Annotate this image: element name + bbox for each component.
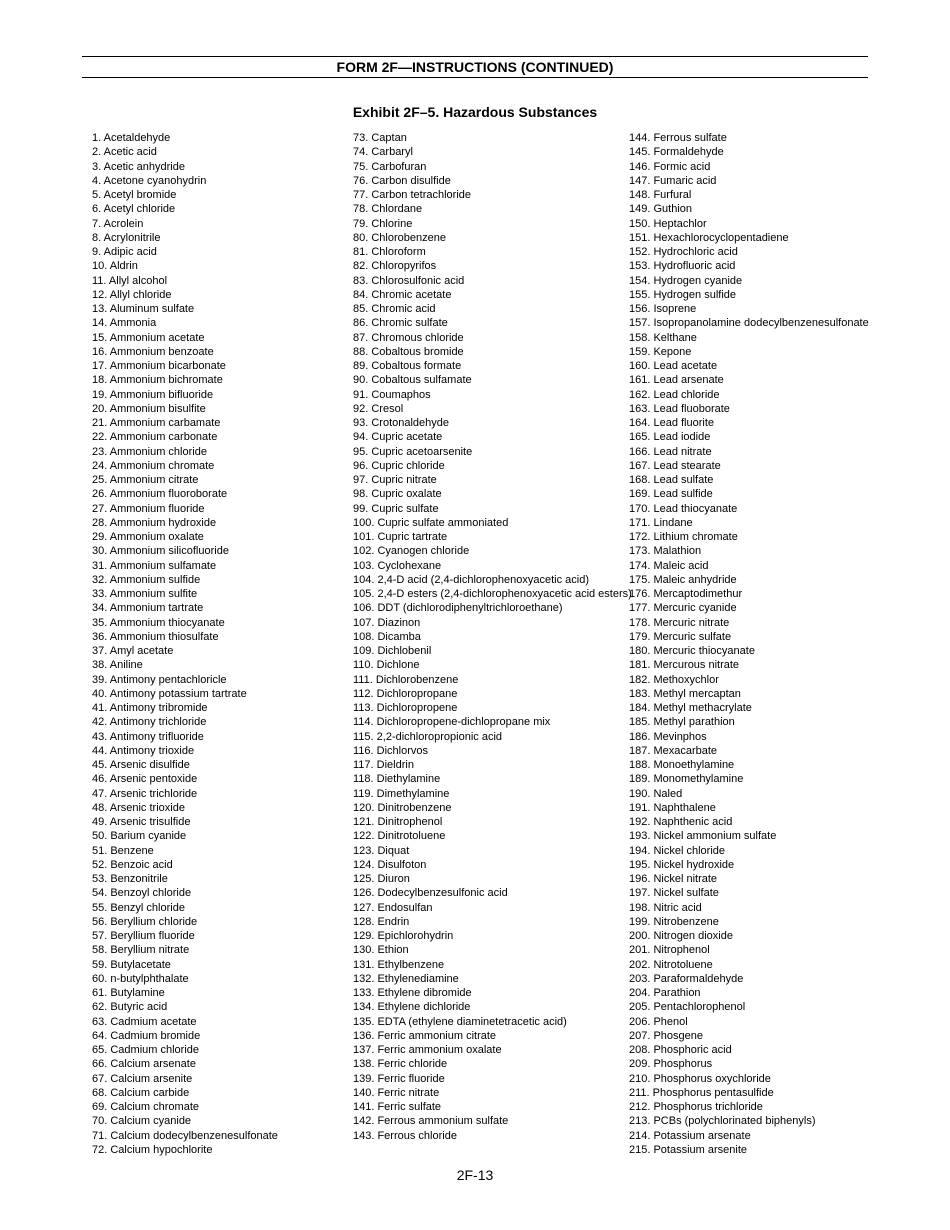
substance-list-item: 18. Ammonium bichromate — [92, 374, 223, 387]
substance-list-item: 139. Ferric fluoride — [353, 1072, 445, 1085]
substance-list-item: 197. Nickel sulfate — [629, 887, 719, 900]
substance-list-item: 81. Chloroform — [353, 246, 426, 258]
substance-list-item: 17. Ammonium bicarbonate — [92, 360, 226, 372]
substance-list-item: 98. Cupric oxalate — [353, 488, 442, 501]
substance-list-item: 143. Ferrous chloride — [353, 1129, 457, 1142]
substance-list-item: 35. Ammonium thiocyanate — [92, 616, 225, 629]
substance-list-item: 103. Cyclohexane — [353, 559, 442, 572]
substance-list-item: 75. Carbofuran — [353, 160, 427, 173]
substance-list-item: 207. Phosgene — [629, 1029, 704, 1042]
substance-list-item: 155. Hydrogen sulfide — [629, 288, 737, 301]
substance-list-item: 206. Phenol — [629, 1015, 688, 1028]
substance-list-item: 129. Epichlorohydrin — [353, 930, 454, 942]
substance-list-item: 203. Paraformaldehyde — [629, 972, 744, 985]
substance-list-item: 108. Dicamba — [353, 630, 421, 643]
substance-list-item: 213. PCBs (polychlorinated biphenyls) — [629, 1115, 816, 1128]
substance-list-item: 118. Diethylamine — [353, 773, 441, 786]
substance-list-item: 89. Cobaltous formate — [353, 360, 462, 372]
substance-list-item: 76. Carbon disulfide — [353, 174, 451, 187]
substance-list-item: 86. Chromic sulfate — [353, 317, 448, 330]
substance-list-item: 1. Acetaldehyde — [92, 132, 171, 144]
substance-list-item: 90. Cobaltous sulfamate — [353, 374, 472, 387]
substance-list-item: 152. Hydrochloric acid — [629, 246, 738, 258]
substance-list-item: 102. Cyanogen chloride — [353, 545, 470, 558]
substance-list-item: 43. Antimony trifluoride — [92, 730, 204, 743]
substance-list-item: 189. Monomethylamine — [629, 773, 744, 786]
substance-list-item: 2. Acetic acid — [92, 146, 157, 159]
substance-list-item: 96. Cupric chloride — [353, 459, 445, 472]
substance-list-item: 210. Phosphorus oxychloride — [629, 1072, 771, 1085]
substance-list-item: 134. Ethylene dichloride — [353, 1001, 471, 1014]
substance-list-item: 28. Ammonium hydroxide — [92, 516, 217, 529]
substance-list-item: 130. Ethion — [353, 944, 409, 957]
substance-list-item: 106. DDT (dichlorodiphenyltrichloroethane) — [353, 602, 563, 615]
form-header-title: FORM 2F—INSTRUCTIONS (CONTINUED) — [336, 59, 614, 75]
substance-list-item: 159. Kepone — [629, 345, 692, 358]
substance-list-item: 37. Amyl acetate — [92, 645, 174, 657]
substance-list-item: 212. Phosphorus trichloride — [629, 1101, 763, 1113]
substance-column-2 — [353, 131, 632, 1143]
substance-list-item: 182. Methoxychlor — [629, 673, 719, 686]
substance-list-item: 156. Isoprene — [629, 303, 697, 315]
substance-list-item: 56. Beryllium chloride — [92, 915, 198, 928]
substance-list-item: 31. Ammonium sulfamate — [92, 559, 217, 572]
substance-list-item: 169. Lead sulfide — [629, 488, 713, 501]
substance-list-item: 87. Chromous chloride — [353, 331, 464, 344]
substance-list-item: 198. Nitric acid — [629, 901, 702, 914]
substance-list-item: 125. Diuron — [353, 873, 410, 885]
substance-list-item: 73. Captan — [353, 132, 407, 144]
substance-list-item: 165. Lead iodide — [629, 431, 711, 444]
substance-list-item: 42. Antimony trichloride — [92, 716, 207, 729]
substance-list-item: 201. Nitrophenol — [629, 944, 710, 957]
substance-list-item: 205. Pentachlorophenol — [629, 1001, 746, 1014]
substance-list-item: 26. Ammonium fluoroborate — [92, 488, 228, 501]
substance-list-item: 177. Mercuric cyanide — [629, 602, 737, 615]
substance-list-item: 22. Ammonium carbonate — [92, 431, 218, 444]
substance-list-item: 105. 2,4-D esters (2,4-dichlorophenoxyacetic acid esters) — [353, 588, 632, 600]
substance-list-item: 158. Kelthane — [629, 331, 697, 344]
substance-list-item: 180. Mercuric thiocyanate — [629, 645, 755, 657]
substance-list-item: 53. Benzonitrile — [92, 873, 168, 885]
substance-list-item: 110. Dichlone — [353, 659, 420, 672]
substance-list-item: 124. Disulfoton — [353, 858, 427, 871]
substance-list-item: 186. Mevinphos — [629, 730, 707, 743]
substance-list-item: 117. Dieldrin — [353, 759, 414, 771]
substance-list-item: 55. Benzyl chloride — [92, 901, 185, 914]
substance-list-item: 174. Maleic acid — [629, 559, 709, 572]
substance-list-item: 44. Antimony trioxide — [92, 744, 195, 757]
substance-list-item: 145. Formaldehyde — [629, 146, 724, 159]
substance-list-item: 114. Dichloropropene-dichlopropane mix — [353, 716, 551, 729]
substance-list-item: 21. Ammonium carbamate — [92, 417, 221, 429]
substance-list-item: 131. Ethylbenzene — [353, 958, 445, 971]
substance-list-item: 107. Diazinon — [353, 616, 421, 629]
substance-list-item: 214. Potassium arsenate — [629, 1129, 751, 1142]
substance-list-item: 99. Cupric sulfate — [353, 502, 439, 515]
substance-list-item: 16. Ammonium benzoate — [92, 345, 214, 358]
substance-list-item: 36. Ammonium thiosulfate — [92, 630, 219, 643]
substance-list-item: 176. Mercaptodimethur — [629, 588, 743, 600]
substance-list-item: 14. Ammonia — [92, 317, 157, 330]
substance-list-item: 160. Lead acetate — [629, 360, 718, 372]
substance-list-item: 199. Nitrobenzene — [629, 915, 719, 928]
substance-list-item: 32. Ammonium sulfide — [92, 573, 201, 586]
substance-list-item: 122. Dinitrotoluene — [353, 830, 446, 843]
substance-list-item: 47. Arsenic trichloride — [92, 787, 198, 800]
substance-list-item: 132. Ethylenediamine — [353, 972, 459, 985]
substance-list-item: 120. Dinitrobenzene — [353, 801, 452, 814]
substance-list-item: 5. Acetyl bromide — [92, 189, 177, 201]
substance-list-item: 154. Hydrogen cyanide — [629, 274, 743, 287]
substance-list-item: 8. Acrylonitrile — [92, 231, 161, 244]
substance-list-item: 123. Diquat — [353, 844, 410, 857]
substance-list-item: 200. Nitrogen dioxide — [629, 930, 733, 942]
substance-list-item: 126. Dodecylbenzesulfonic acid — [353, 887, 508, 900]
substance-list-item: 77. Carbon tetrachloride — [353, 189, 472, 201]
substance-list-item: 6. Acetyl chloride — [92, 203, 176, 216]
substance-list-item: 137. Ferric ammonium oxalate — [353, 1044, 502, 1056]
substance-list-item: 190. Naled — [629, 787, 683, 800]
substance-list-item: 163. Lead fluoborate — [629, 402, 730, 415]
substance-list-item: 30. Ammonium silicofluoride — [92, 545, 229, 558]
substance-list-item: 97. Cupric nitrate — [353, 474, 437, 486]
substance-list-item: 71. Calcium dodecylbenzenesulfonate — [92, 1129, 278, 1142]
substance-list-item: 191. Naphthalene — [629, 801, 716, 814]
substance-list-item: 64. Cadmium bromide — [92, 1029, 201, 1042]
substance-list-item: 104. 2,4-D acid (2,4-dichlorophenoxyacetic acid) — [353, 573, 590, 586]
substance-list-item: 57. Beryllium fluoride — [92, 930, 195, 942]
substance-list-item: 92. Cresol — [353, 402, 404, 415]
substance-list-item: 162. Lead chloride — [629, 388, 720, 401]
substance-list-item: 138. Ferric chloride — [353, 1058, 448, 1071]
substance-list-item: 59. Butylacetate — [92, 958, 171, 971]
substance-list-item: 184. Methyl methacrylate — [629, 702, 752, 714]
substance-list-item: 39. Antimony pentachloricle — [92, 673, 227, 686]
substance-list-item: 196. Nickel nitrate — [629, 873, 718, 885]
substance-list-item: 173. Malathion — [629, 545, 702, 558]
substance-list-item: 147. Fumaric acid — [629, 174, 717, 187]
substance-list-item: 208. Phosphoric acid — [629, 1044, 732, 1056]
substance-list-item: 52. Benzoic acid — [92, 858, 173, 871]
substance-list-item: 168. Lead sulfate — [629, 474, 714, 486]
substance-list-item: 175. Maleic anhydride — [629, 573, 737, 586]
substance-list-item: 164. Lead fluorite — [629, 417, 715, 429]
substance-list-item: 161. Lead arsenate — [629, 374, 724, 387]
substance-list-item: 140. Ferric nitrate — [353, 1086, 440, 1099]
substance-list-item: 202. Nitrotoluene — [629, 958, 713, 971]
substance-list-item: 209. Phosphorus — [629, 1058, 713, 1071]
substance-list-item: 194. Nickel chloride — [629, 844, 725, 857]
substance-list-item: 65. Cadmium chloride — [92, 1044, 199, 1056]
substance-list-item: 141. Ferric sulfate — [353, 1101, 442, 1113]
substance-list-item: 144. Ferrous sulfate — [629, 132, 727, 144]
substance-list-item: 54. Benzoyl chloride — [92, 887, 192, 900]
substance-list-item: 74. Carbaryl — [353, 146, 413, 159]
substance-list-item: 166. Lead nitrate — [629, 445, 712, 458]
substance-list-item: 111. Dichlorobenzene — [353, 673, 459, 686]
substance-list-item: 63. Cadmium acetate — [92, 1015, 197, 1028]
substance-list-item: 115. 2,2-dichloropropionic acid — [353, 730, 502, 743]
substance-list-item: 149. Guthion — [629, 203, 692, 216]
substance-list-item: 9. Adipic acid — [92, 246, 157, 258]
substance-list-item: 40. Antimony potassium tartrate — [92, 687, 247, 700]
substance-list-item: 151. Hexachlorocyclopentadiene — [629, 231, 789, 244]
substance-list-item: 62. Butyric acid — [92, 1001, 168, 1014]
substance-list-item: 112. Dichloropropane — [353, 687, 458, 700]
substance-list-item: 68. Calcium carbide — [92, 1086, 190, 1099]
substance-list-item: 61. Butylamine — [92, 987, 165, 999]
substance-list-item: 136. Ferric ammonium citrate — [353, 1029, 497, 1042]
substance-list-item: 23. Ammonium chloride — [92, 445, 207, 458]
substance-list-item: 19. Ammonium bifluoride — [92, 388, 214, 401]
substance-list-item: 72. Calcium hypochlorite — [92, 1143, 213, 1156]
substance-list-item: 167. Lead stearate — [629, 459, 721, 472]
substance-list-item: 51. Benzene — [92, 844, 154, 857]
substance-list-item: 93. Crotonaldehyde — [353, 417, 450, 429]
substance-list-item: 157. Isopropanolamine dodecylbenzenesulfonate — [629, 317, 869, 330]
substance-list-item: 211. Phosphorus pentasulfide — [629, 1086, 774, 1099]
substance-list-item: 20. Ammonium bisulfite — [92, 402, 206, 415]
substance-list-item: 67. Calcium arsenite — [92, 1072, 193, 1085]
substance-list-item: 11. Allyl alcohol — [92, 274, 168, 287]
substance-list-item: 178. Mercuric nitrate — [629, 616, 730, 629]
substance-list-item: 188. Monoethylamine — [629, 759, 735, 771]
substance-list-item: 133. Ethylene dibromide — [353, 987, 472, 999]
substance-list-item: 82. Chloropyrifos — [353, 260, 437, 273]
substance-list-item: 41. Antimony tribromide — [92, 702, 208, 714]
substance-list-item: 185. Methyl parathion — [629, 716, 735, 729]
substance-list-item: 150. Heptachlor — [629, 217, 707, 230]
substance-list-item: 49. Arsenic trisulfide — [92, 816, 191, 828]
substance-list-item: 60. n-butylphthalate — [92, 972, 189, 985]
substance-list-item: 3. Acetic anhydride — [92, 160, 185, 173]
substance-list-item: 46. Arsenic pentoxide — [92, 773, 198, 786]
substance-list-item: 172. Lithium chromate — [629, 531, 738, 543]
substance-list-item: 91. Coumaphos — [353, 388, 431, 401]
substance-list-item: 88. Cobaltous bromide — [353, 345, 464, 358]
substance-list-item: 181. Mercurous nitrate — [629, 659, 740, 672]
substance-list-item: 24. Ammonium chromate — [92, 459, 215, 472]
substance-list-item: 179. Mercuric sulfate — [629, 630, 732, 643]
substance-list-item: 113. Dichloropropene — [353, 702, 458, 714]
exhibit-title: Exhibit 2F–5. Hazardous Substances — [352, 104, 598, 120]
substance-list-item: 78. Chlordane — [353, 203, 423, 216]
substance-list-item: 12. Allyl chloride — [92, 288, 172, 301]
substance-list-item: 142. Ferrous ammonium sulfate — [353, 1115, 509, 1128]
substance-list-item: 187. Mexacarbate — [629, 744, 718, 757]
substance-list-item: 119. Dimethylamine — [353, 787, 450, 800]
substance-list-item: 100. Cupric sulfate ammoniated — [353, 516, 509, 529]
substance-list-item: 193. Nickel ammonium sulfate — [629, 830, 777, 843]
substance-list-item: 29. Ammonium oxalate — [92, 531, 204, 543]
substance-list-item: 48. Arsenic trioxide — [92, 801, 185, 814]
substance-list-item: 146. Formic acid — [629, 160, 711, 173]
substance-list-item: 83. Chlorosulfonic acid — [353, 274, 465, 287]
substance-list-item: 15. Ammonium acetate — [92, 331, 205, 344]
substance-list-item: 4. Acetone cyanohydrin — [92, 174, 207, 187]
substance-list-item: 215. Potassium arsenite — [629, 1143, 748, 1156]
substance-list-item: 58. Beryllium nitrate — [92, 944, 190, 957]
header-top-rule — [82, 56, 868, 57]
substance-list-item: 7. Acrolein — [92, 217, 144, 230]
substance-list-item: 148. Furfural — [629, 189, 692, 201]
substance-list-item: 50. Barium cyanide — [92, 830, 187, 843]
substance-list-item: 121. Dinitrophenol — [353, 816, 443, 828]
substance-list-item: 84. Chromic acetate — [353, 288, 452, 301]
substance-list-item: 85. Chromic acid — [353, 303, 436, 315]
page-number: 2F-13 — [456, 1167, 494, 1183]
substance-list-item: 94. Cupric acetate — [353, 431, 443, 444]
substance-list-item: 116. Dichlorvos — [353, 744, 428, 757]
substance-list-item: 153. Hydrofluoric acid — [629, 260, 736, 273]
substance-list-item: 27. Ammonium fluoride — [92, 502, 205, 515]
substance-list-item: 204. Parathion — [629, 987, 701, 999]
substance-list-item: 128. Endrin — [353, 915, 410, 928]
substance-column-3 — [629, 131, 869, 1157]
substance-list-item: 45. Arsenic disulfide — [92, 759, 190, 771]
substance-list-item: 69. Calcium chromate — [92, 1101, 199, 1113]
substance-column-1 — [92, 131, 332, 1157]
substance-list-item: 10. Aldrin — [92, 260, 138, 273]
substance-list-item: 192. Naphthenic acid — [629, 816, 733, 828]
substance-list-item: 195. Nickel hydroxide — [629, 858, 735, 871]
substance-list-item: 70. Calcium cyanide — [92, 1115, 192, 1128]
substance-list-item: 66. Calcium arsenate — [92, 1058, 196, 1071]
substance-list-item: 25. Ammonium citrate — [92, 474, 199, 486]
substance-list-item: 34. Ammonium tartrate — [92, 602, 204, 615]
substance-list-item: 79. Chlorine — [353, 217, 413, 230]
substance-list-item: 80. Chlorobenzene — [353, 231, 446, 244]
substance-list-item: 127. Endosulfan — [353, 901, 433, 914]
substance-list-item: 95. Cupric acetoarsenite — [353, 445, 473, 458]
substance-list-item: 135. EDTA (ethylene diaminetetracetic acid) — [353, 1015, 567, 1028]
substance-list-item: 13. Aluminum sulfate — [92, 303, 195, 315]
header-bottom-rule — [82, 77, 868, 78]
substance-list-item: 38. Aniline — [92, 659, 143, 672]
substance-list-item: 109. Dichlobenil — [353, 645, 432, 657]
substance-list-item: 170. Lead thiocyanate — [629, 502, 738, 515]
substance-list-item: 33. Ammonium sulfite — [92, 588, 198, 600]
substance-list-item: 101. Cupric tartrate — [353, 531, 448, 543]
substance-list-item: 171. Lindane — [629, 516, 693, 529]
substance-list-item: 183. Methyl mercaptan — [629, 687, 741, 700]
